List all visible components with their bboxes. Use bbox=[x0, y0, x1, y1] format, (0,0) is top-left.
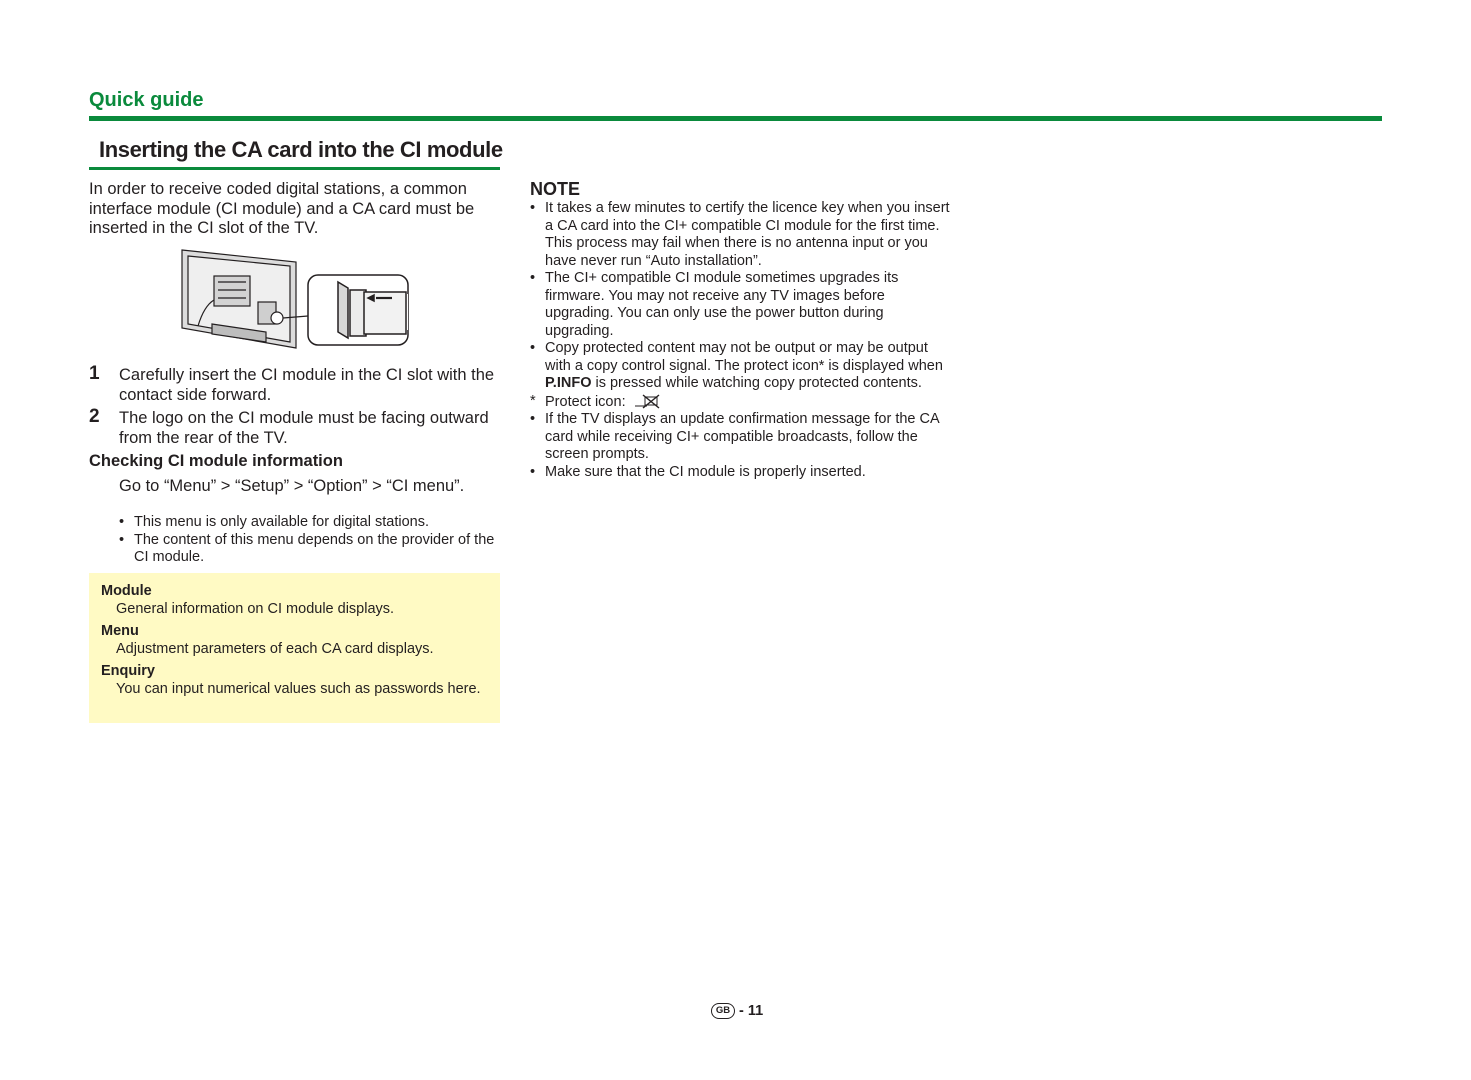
page-number: 11 bbox=[747, 1003, 764, 1019]
step-text: Carefully insert the CI module in the CI slot with the contact side forward. bbox=[119, 366, 495, 404]
step-2 bbox=[89, 406, 505, 448]
menu-desc: General information on CI module displays. bbox=[116, 600, 395, 617]
step-number: 2 bbox=[89, 406, 100, 427]
menu-item-enquiry bbox=[101, 663, 486, 698]
pinfo-button-label: P.INFO bbox=[545, 375, 592, 391]
bullet-icon: • bbox=[530, 270, 536, 286]
ci-module-closeup-icon bbox=[308, 275, 408, 345]
asterisk-mark: * bbox=[530, 392, 536, 409]
protect-icon bbox=[633, 393, 661, 409]
list-item bbox=[530, 411, 950, 464]
bullet-icon: • bbox=[119, 531, 125, 548]
list-item-text: Copy protected content may not be output or may be output with a copy control signal. The protect icon* is displayed when bbox=[545, 340, 943, 374]
region-badge: GB bbox=[711, 1003, 735, 1019]
list-item-text: The content of this menu depends on the provider of the CI module. bbox=[134, 531, 495, 565]
footer-separator: - bbox=[739, 1003, 744, 1019]
list-item-text: This menu is only available for digital stations. bbox=[134, 514, 429, 530]
step-text: The logo on the CI module must be facing outward from the rear of the TV. bbox=[119, 409, 489, 447]
list-item-text: If the TV displays an update confirmation message for the CA card while receiving CI+ compatible broadcasts, follow the screen prompts. bbox=[545, 411, 939, 462]
intro-paragraph: In order to receive coded digital stations, a common interface module (CI module) and a CA card must be inserted in the CI slot of the TV. bbox=[89, 180, 475, 237]
checking-heading: Checking CI module information bbox=[89, 452, 343, 470]
bullet-icon: • bbox=[530, 463, 536, 480]
note-list bbox=[530, 200, 950, 481]
note-heading: NOTE bbox=[530, 179, 581, 199]
checking-bullets bbox=[119, 514, 499, 567]
list-item bbox=[530, 393, 950, 412]
list-item-text: Make sure that the CI module is properly inserted. bbox=[545, 463, 866, 480]
bullet-icon: • bbox=[530, 411, 536, 427]
list-item bbox=[530, 270, 950, 340]
list-item-text: Protect icon: bbox=[545, 393, 626, 410]
bullet-icon: • bbox=[530, 200, 536, 216]
page-footer bbox=[711, 1001, 763, 1021]
list-item-text: It takes a few minutes to certify the licence key when you insert a CA card into the CI+ compatible CI module for the first time. This process may fail when there is no antenna input or you have never run “Auto installation”. bbox=[545, 200, 950, 269]
menu-desc: You can input numerical values such as passwords here. bbox=[116, 680, 481, 697]
step-1 bbox=[89, 363, 505, 405]
section-label: Quick guide bbox=[89, 89, 204, 111]
menu-item-module bbox=[101, 583, 486, 618]
list-item-text: is pressed while watching copy protected contents. bbox=[591, 375, 922, 391]
list-item bbox=[119, 532, 499, 567]
list-item-text: The CI+ compatible CI module sometimes upgrades its firmware. You may not receive any TV images before upgrading. You can only use the power button during upgrading. bbox=[545, 270, 899, 339]
menu-item-menu bbox=[101, 623, 486, 658]
menu-term: Module bbox=[101, 583, 152, 599]
step-number: 1 bbox=[89, 363, 100, 384]
list-item bbox=[530, 464, 950, 482]
menu-desc: Adjustment parameters of each CA card displays. bbox=[116, 640, 434, 657]
list-item bbox=[530, 200, 950, 270]
menu-info-box bbox=[89, 573, 500, 723]
menu-term: Enquiry bbox=[101, 663, 155, 679]
bullet-icon: • bbox=[530, 340, 536, 356]
tv-rear-icon bbox=[182, 250, 308, 348]
list-item bbox=[530, 340, 950, 393]
checking-instruction: Go to “Menu” > “Setup” > “Option” > “CI menu”. bbox=[119, 477, 465, 495]
list-item bbox=[119, 514, 499, 532]
bullet-icon: • bbox=[119, 514, 125, 530]
header-rule bbox=[89, 116, 1382, 121]
section-title: Inserting the CA card into the CI module bbox=[99, 137, 503, 162]
menu-term: Menu bbox=[101, 623, 139, 639]
title-underline bbox=[89, 167, 500, 170]
tv-rear-diagram bbox=[178, 246, 412, 350]
